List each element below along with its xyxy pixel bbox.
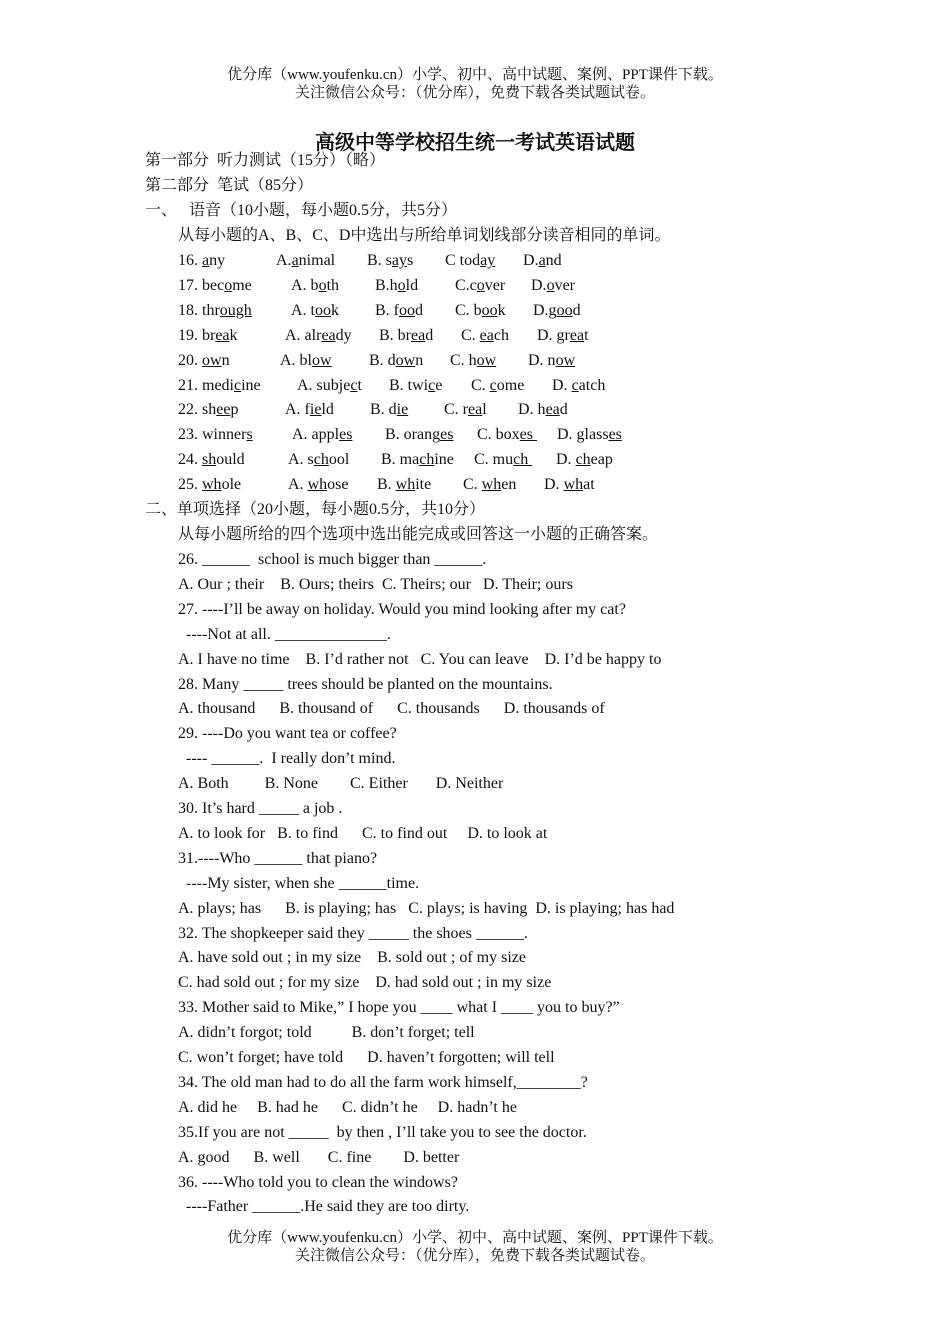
question-line: A. I have no time B. I’d rather not C. You can leave D. I’d be happy to [178, 650, 662, 668]
answer-option [285, 400, 334, 420]
answer-option [445, 251, 495, 271]
word-text: nimal [298, 252, 336, 269]
word-text: ite [415, 476, 432, 494]
word-text: atch [578, 376, 606, 394]
word-text: D. [552, 376, 572, 394]
word-text: ool [328, 451, 350, 469]
word-text: A. t [291, 301, 315, 319]
word-text: D. [556, 451, 576, 469]
header-line-2: 关注微信公众号：（优分库），免费下载各类试题试卷。 [294, 85, 655, 101]
page-title: 高级中等学校招生统一考试英语试题 [315, 130, 635, 154]
word-text: sh [202, 401, 217, 419]
question-line: A. didn’t forgot; told B. don’t forget; tell [178, 1024, 475, 1042]
answer-option [557, 425, 622, 445]
question-word [202, 302, 252, 319]
answer-option [455, 276, 505, 296]
header-line-1: 优分库（www.youfenku.cn）小学、初中、高中试题、案例、PPT课件下载。 [227, 67, 723, 83]
word-text: C. [461, 326, 480, 344]
question-line: A. good B. well C. fine D. better [178, 1148, 460, 1166]
section-one-heading: 一、 语音（10小题，每小题0.5分，共5分） [145, 202, 458, 219]
question-line: C. won’t forget; have told D. haven’t forgotten; will tell [178, 1049, 555, 1066]
underlined-part: ow [312, 351, 332, 369]
underlined-part: es [339, 426, 353, 444]
word-text: t [584, 326, 589, 344]
question-line: A. have sold out ; in my size B. sold out ; of my size [178, 949, 526, 967]
word-text: dy [335, 326, 352, 344]
answer-option [292, 425, 352, 445]
word-text: p [230, 401, 239, 419]
answer-option [367, 251, 413, 271]
word-text: ld [405, 276, 419, 294]
question-line: A. Both B. None C. Either D. Neither [178, 775, 504, 793]
underlined-part: ea [468, 401, 483, 419]
word-text: B. d [370, 401, 397, 419]
answer-option [379, 326, 433, 346]
word-text: d [559, 401, 568, 419]
word-text: C. box [477, 426, 520, 444]
underlined-part: c [428, 376, 436, 394]
underlined-part: ow [202, 351, 222, 369]
question-line: A. to look for B. to find C. to find out D. to look at [178, 824, 548, 842]
question-line: 31.----Who ______ that piano? [178, 849, 378, 867]
answer-option [285, 326, 352, 346]
answer-option [477, 425, 537, 445]
underlined-part: wh [481, 476, 502, 494]
question-line: 26. ______ school is much bigger than ______. [178, 551, 487, 568]
question-line: 36. ----Who told you to clean the windows? [178, 1173, 458, 1191]
question-word [202, 327, 238, 344]
underlined-part: ee [216, 401, 231, 419]
question-item [178, 475, 241, 495]
word-text: n [221, 351, 230, 369]
underlined-part: wh [563, 476, 584, 494]
question-line: 29. ----Do you want tea or coffee? [178, 725, 397, 743]
word-text: D. n [528, 351, 556, 369]
answer-option [528, 351, 575, 371]
word-text: eap [590, 451, 613, 469]
underlined-part: ie [396, 401, 409, 419]
word-text: A. s [288, 451, 314, 469]
question-number: 18. [178, 301, 202, 319]
word-text: C. b [455, 301, 482, 319]
answer-option [461, 326, 509, 346]
word-text: l [482, 401, 487, 419]
answer-option [280, 351, 332, 371]
word-text: thr [202, 301, 220, 319]
underlined-part: c [350, 376, 358, 394]
word-text: B. d [369, 351, 396, 369]
underlined-part: o [224, 276, 233, 294]
question-line: A. thousand B. thousand of C. thousands D. thousands of [178, 700, 605, 718]
word-text: ould [216, 451, 245, 469]
answer-option [444, 400, 487, 420]
word-text: br [202, 326, 216, 344]
answer-option [288, 450, 349, 470]
question-item [178, 450, 245, 470]
underlined-part: oo [399, 301, 415, 319]
question-number: 21. [178, 376, 202, 394]
word-text: B. ma [381, 451, 420, 469]
underlined-part: o [397, 276, 406, 294]
question-line: 30. It’s hard _____ a job . [178, 800, 343, 817]
word-text: k [331, 301, 339, 319]
answer-option [375, 276, 418, 296]
question-line: 32. The shopkeeper said they _____ the shoes ______. [178, 924, 528, 942]
underlined-part: wh [307, 476, 328, 494]
page-footer [0, 1229, 950, 1265]
word-text: ose [327, 476, 349, 494]
word-text: me [232, 276, 252, 294]
word-text: winner [202, 426, 247, 444]
question-word [202, 426, 253, 443]
word-text: ine [241, 376, 261, 394]
underlined-part: ch [513, 451, 533, 469]
word-text: d [572, 301, 581, 319]
answer-option [385, 425, 453, 445]
question-line: ---- ______. I really don’t mind. [178, 750, 396, 768]
word-text: C. [463, 476, 482, 494]
page-header [0, 66, 950, 102]
underlined-part: ie [309, 401, 322, 419]
word-text: D. [531, 276, 547, 294]
question-word [202, 377, 261, 394]
question-line: ----Father ______.He said they are too dirty. [178, 1198, 470, 1216]
word-text: k [497, 301, 506, 319]
underlined-part: c [489, 376, 497, 394]
underlined-part: c [571, 376, 579, 394]
question-word [202, 451, 245, 468]
question-line: 35.If you are not _____ by then , I’ll take you to see the doctor. [178, 1123, 587, 1141]
question-line: 28. Many _____ trees should be planted on the mountains. [178, 675, 553, 693]
underlined-part: c [234, 376, 242, 394]
underlined-part: sh [202, 451, 217, 469]
question-word [202, 277, 252, 294]
underlined-part: ow [476, 351, 497, 369]
underlined-part: a [538, 252, 546, 269]
word-text: at [583, 476, 595, 494]
word-text: D. h [518, 401, 546, 419]
word-text: bec [202, 276, 225, 294]
word-text: C tod [445, 252, 481, 269]
underlined-part: ch [575, 451, 591, 469]
word-text: A. alr [285, 326, 322, 344]
underlined-part: es [440, 426, 454, 444]
answer-option [369, 351, 423, 371]
question-item [178, 276, 252, 296]
underlined-part: o [546, 276, 555, 294]
word-text: medi [202, 376, 234, 394]
word-text: A. f [285, 401, 310, 419]
answer-option [523, 251, 562, 271]
question-line: 33. Mother said to Mike,” I hope you ____ what I ____ you to buy?” [178, 999, 620, 1017]
question-line: ----Not at all. ______________. [178, 625, 391, 643]
question-number: 24. [178, 451, 202, 469]
underlined-part: o [476, 276, 485, 294]
underlined-part: ow [395, 351, 416, 369]
question-line: A. Our ; their B. Ours; theirs C. Theirs; our D. Their; ours [178, 575, 573, 593]
answer-option [556, 450, 613, 470]
underlined-part: o [318, 276, 327, 294]
word-text: ole [221, 476, 242, 494]
word-text: B. s [367, 252, 392, 269]
word-text: ome [496, 376, 525, 394]
word-text: D.g [533, 301, 557, 319]
word-text: D. [544, 476, 564, 494]
word-text: C. [471, 376, 490, 394]
question-item [178, 326, 238, 346]
underlined-part: ough [219, 301, 252, 319]
question-number: 25. [178, 476, 202, 494]
question-line: ----My sister, when she ______time. [178, 874, 420, 892]
underlined-part: a [202, 252, 210, 269]
question-line: 34. The old man had to do all the farm work himself,________? [178, 1073, 588, 1091]
answer-option [474, 450, 532, 470]
word-text: en [501, 476, 517, 494]
question-word [202, 476, 241, 493]
word-text: B. br [379, 326, 411, 344]
word-text: s [407, 252, 414, 269]
section-two-instruction: 从每小题所给的四个选项中选出能完成或回答这一小题的正确答案。 [178, 526, 659, 543]
section-one-instruction: 从每小题的A、B、C、D中选出与所给单词划线部分读音相同的单词。 [178, 227, 671, 244]
question-item [178, 376, 261, 396]
word-text: ver [484, 276, 506, 294]
underlined-part: ea [321, 326, 336, 344]
word-text: C.c [455, 276, 477, 294]
underlined-part: ea [479, 326, 494, 344]
underlined-part: ow [555, 351, 576, 369]
answer-option [533, 301, 581, 321]
underlined-part: ea [569, 326, 585, 344]
word-text: B. orang [385, 426, 441, 444]
answer-option [463, 475, 516, 495]
question-item [178, 251, 225, 271]
word-text: d [425, 326, 434, 344]
word-text: C. mu [474, 451, 514, 469]
word-text: A. b [291, 276, 319, 294]
question-item [178, 301, 252, 321]
underlined-part: oo [315, 301, 331, 319]
word-text: C. r [444, 401, 468, 419]
answer-option [291, 276, 339, 296]
answer-option [381, 450, 454, 470]
word-text: A. [288, 476, 308, 494]
answer-option [370, 400, 408, 420]
answer-option [377, 475, 431, 495]
underlined-part: es [519, 426, 537, 444]
underlined-part: wh [202, 476, 222, 494]
question-number: 16. [178, 252, 202, 269]
answer-option [291, 301, 339, 321]
underlined-part: ea [215, 326, 230, 344]
underlined-part: ch [313, 451, 329, 469]
answer-option [276, 251, 335, 271]
answer-option [531, 276, 575, 296]
question-item [178, 400, 238, 420]
question-number: 20. [178, 351, 202, 369]
part-one-heading: 第一部分 听力测试（15分）（略） [145, 152, 386, 169]
footer-line-1: 优分库（www.youfenku.cn）小学、初中、高中试题、案例、PPT课件下载。 [227, 1230, 723, 1246]
word-text: ch [493, 326, 509, 344]
word-text: th [326, 276, 340, 294]
footer-line-2: 关注微信公众号：（优分库），免费下载各类试题试卷。 [294, 1248, 655, 1264]
word-text: C. h [450, 351, 477, 369]
word-text: k [229, 326, 238, 344]
answer-option [518, 400, 568, 420]
underlined-part: ea [411, 326, 426, 344]
word-text: D. gr [537, 326, 570, 344]
answer-option [297, 376, 362, 396]
word-text: d [415, 301, 423, 319]
word-text: ver [554, 276, 575, 294]
underlined-part: wh [395, 476, 416, 494]
word-text: D. glass [557, 426, 609, 444]
word-text: nd [545, 252, 562, 269]
part-two-heading: 第二部分 笔试（85分） [145, 177, 314, 194]
question-line: A. did he B. had he C. didn’t he D. hadn’t he [178, 1098, 517, 1116]
answer-option [450, 351, 496, 371]
word-text: B. [377, 476, 396, 494]
question-line: A. plays; has B. is playing; has C. plays; is having D. is playing; has had [178, 899, 675, 917]
word-text: B. f [375, 301, 399, 319]
question-line: 27. ----I’ll be away on holiday. Would you mind looking after my cat? [178, 600, 626, 618]
word-text: B.h [375, 276, 398, 294]
underlined-part: s [246, 426, 253, 444]
answer-option [389, 376, 442, 396]
question-word [202, 401, 238, 418]
word-text: t [357, 376, 362, 394]
word-text: A. subje [297, 376, 351, 394]
underlined-part: oo [481, 301, 498, 319]
word-text: B. twi [389, 376, 429, 394]
answer-option [471, 376, 524, 396]
underlined-part: a [291, 252, 299, 269]
underlined-part: ay [391, 252, 408, 269]
answer-option [537, 326, 589, 346]
question-number: 22. [178, 401, 202, 419]
section-two-heading: 二、单项选择（20小题，每小题0.5分，共10分） [145, 501, 486, 518]
question-item [178, 351, 230, 371]
question-number: 23. [178, 426, 202, 444]
question-number: 17. [178, 276, 202, 294]
underlined-part: ch [419, 451, 435, 469]
word-text: ld [321, 401, 334, 419]
answer-option [288, 475, 348, 495]
underlined-part: ay [480, 252, 496, 269]
question-line: C. had sold out ; for my size D. had sold out ; in my size [178, 974, 552, 992]
answer-option [552, 376, 605, 396]
question-number: 19. [178, 326, 202, 344]
underlined-part: ea [545, 401, 560, 419]
word-text: A. [276, 252, 292, 269]
word-text: A. appl [292, 426, 340, 444]
word-text: n [415, 351, 424, 369]
answer-option [455, 301, 506, 321]
question-item [178, 425, 253, 445]
word-text: A. bl [280, 351, 312, 369]
question-word [202, 352, 230, 369]
word-text: e [435, 376, 443, 394]
answer-option [375, 301, 423, 321]
word-text: D. [523, 252, 539, 269]
word-text: ny [209, 252, 226, 269]
underlined-part: es [608, 426, 622, 444]
word-text: ine [434, 451, 454, 469]
question-word [202, 252, 225, 269]
answer-option [544, 475, 595, 495]
underlined-part: oo [556, 301, 573, 319]
